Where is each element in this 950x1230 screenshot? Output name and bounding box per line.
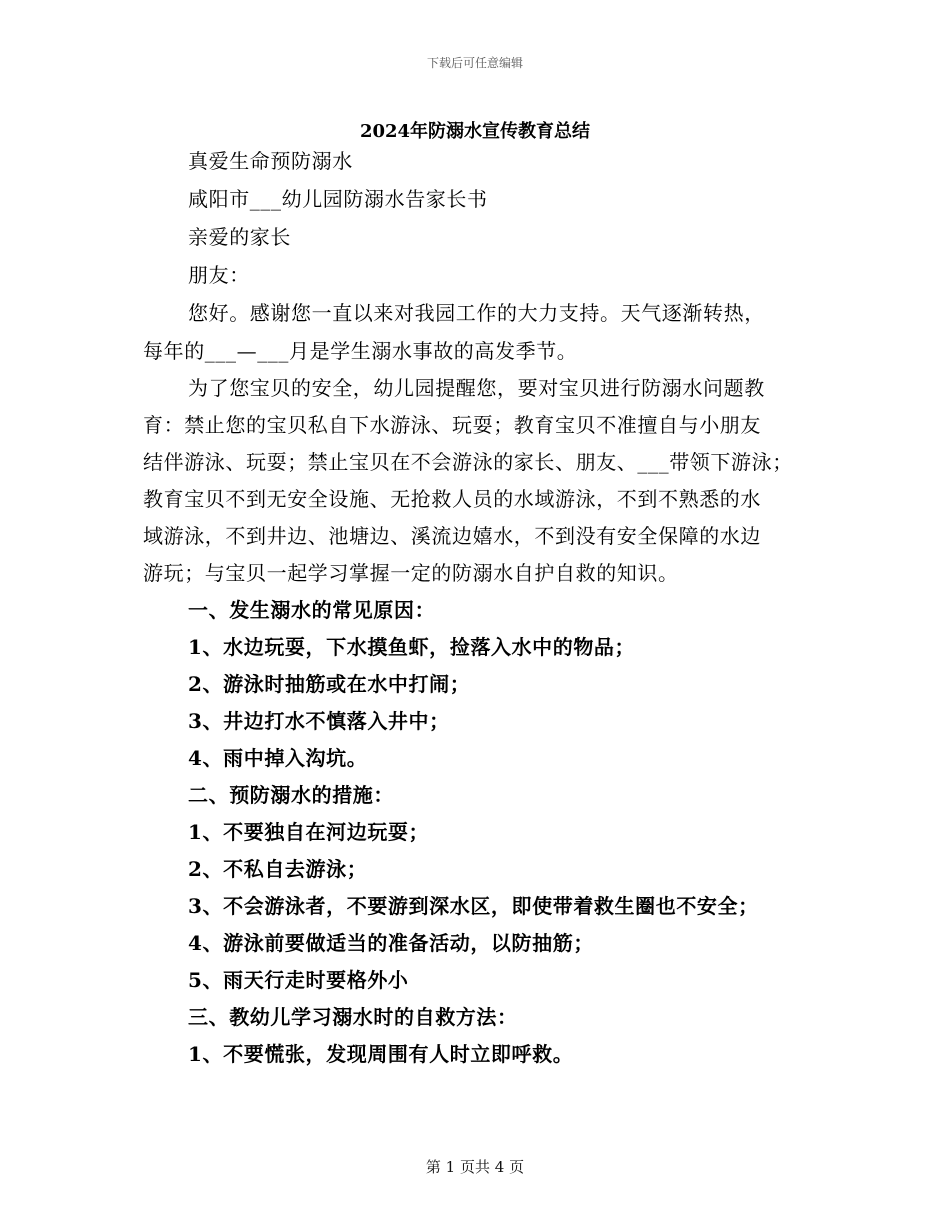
subtitle-line: 真爱生命预防溺水 xyxy=(188,149,353,173)
letter-title: 咸阳市___幼儿园防溺水告家长书 xyxy=(188,187,488,211)
page-footer: 第 1 页共 4 页 xyxy=(425,1158,525,1176)
paragraph-2-line-1: 为了您宝贝的安全，幼儿园提醒您，要对宝贝进行防溺水问题教 xyxy=(188,376,765,400)
section-2-item-4: 4、游泳前要做适当的准备活动，以防抽筋； xyxy=(188,931,594,955)
document-title: 2024年防溺水宣传教育总结 xyxy=(359,121,591,142)
section-2-item-1: 1、不要独自在河边玩耍； xyxy=(188,820,430,844)
section-heading-1: 一、发生溺水的常见原因： xyxy=(188,598,436,622)
section-1-item-2: 2、游泳时抽筋或在水中打闹； xyxy=(188,672,471,696)
header-note: 下载后可任意编辑 xyxy=(426,56,523,70)
section-2-item-5: 5、雨天行走时要格外小 xyxy=(188,968,409,992)
section-1-item-4: 4、雨中掉入沟坑。 xyxy=(188,746,368,770)
paragraph-1-line-1: 您好。感谢您一直以来对我园工作的大力支持。天气逐渐转热， xyxy=(188,301,765,325)
paragraph-2-line-2: 育：禁止您的宝贝私自下水游泳、玩耍；教育宝贝不准擅自与小朋友 xyxy=(143,413,761,437)
section-2-item-2: 2、不私自去游泳； xyxy=(188,857,368,881)
paragraph-2-line-5: 域游泳，不到井边、池塘边、溪流边嬉水，不到没有安全保障的水边 xyxy=(143,524,761,548)
paragraph-2-line-3: 结伴游泳、玩耍；禁止宝贝在不会游泳的家长、朋友、___带领下游泳； xyxy=(143,450,793,474)
section-2-item-3: 3、不会游泳者，不要游到深水区，即使带着救生圈也不安全； xyxy=(188,894,759,918)
section-1-item-3: 3、井边打水不慎落入井中； xyxy=(188,709,450,733)
paragraph-1-line-2: 每年的___—___月是学生溺水事故的高发季节。 xyxy=(143,339,578,363)
section-3-item-1: 1、不要慌张，发现周围有人时立即呼救。 xyxy=(188,1042,574,1066)
paragraph-2-line-6: 游玩；与宝贝一起学习掌握一定的防溺水自护自救的知识。 xyxy=(143,561,679,585)
salutation-line-1: 亲爱的家长 xyxy=(188,225,291,249)
section-heading-2: 二、预防溺水的措施： xyxy=(188,783,394,807)
salutation-line-2: 朋友： xyxy=(188,263,250,287)
paragraph-2-line-4: 教育宝贝不到无安全设施、无抢救人员的水域游泳，不到不熟悉的水 xyxy=(143,487,761,511)
section-heading-3: 三、教幼儿学习溺水时的自救方法： xyxy=(188,1005,518,1029)
section-1-item-1: 1、水边玩耍，下水摸鱼虾，捡落入水中的物品； xyxy=(188,635,636,659)
